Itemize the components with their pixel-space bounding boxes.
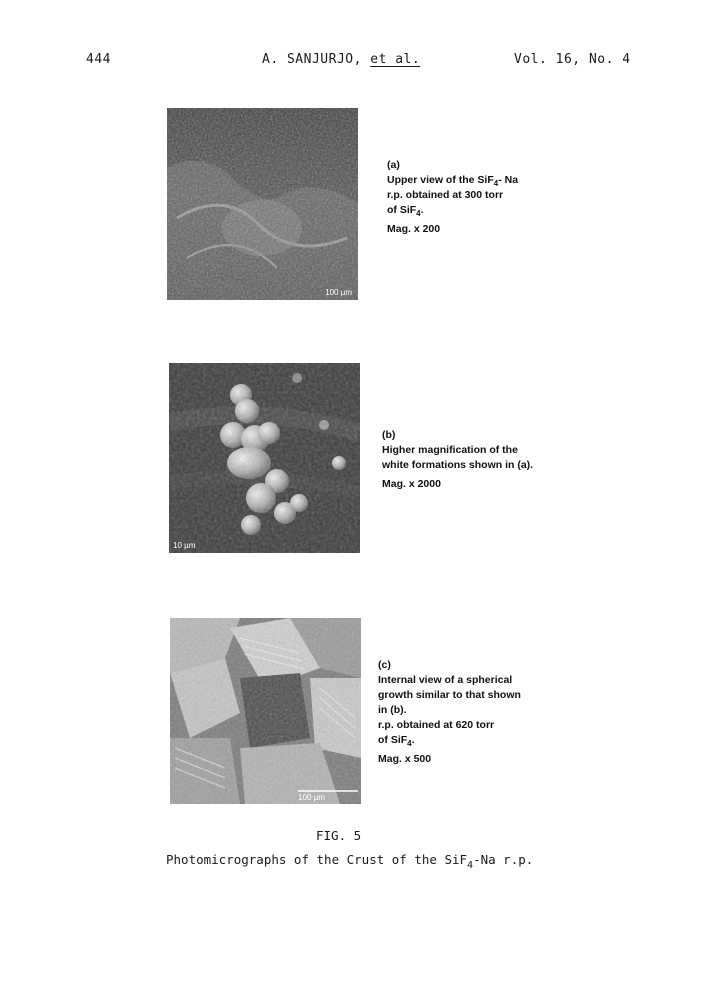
authors-etal: et al. [370, 52, 421, 67]
caption-a-line3: of SiF$_4$. [387, 204, 424, 218]
authors-main: A. SANJURJO, [262, 52, 362, 67]
caption-c [378, 658, 521, 767]
caption-c-tag: (c) [378, 659, 391, 671]
micrograph-c [170, 618, 361, 804]
caption-c-line5: of SiF$_4$. [378, 734, 415, 748]
page-number: 444 [86, 52, 111, 67]
caption-c-line4: r.p. obtained at 620 torr [378, 719, 495, 731]
scale-bar-a: 100 µm [325, 288, 352, 297]
caption-c-line1: Internal view of a spherical [378, 674, 513, 686]
caption-a [387, 158, 518, 237]
caption-b-tag: (b) [382, 429, 396, 441]
caption-b-mag: Mag. x 2000 [382, 478, 441, 490]
caption-a-mag: Mag. x 200 [387, 223, 441, 235]
journal-volume: Vol. 16, No. 4 [514, 52, 631, 67]
running-authors [262, 52, 420, 67]
micrograph-b [169, 363, 360, 553]
caption-c-line2: growth similar to that shown [378, 689, 521, 701]
caption-b-line1: Higher magnification of the [382, 444, 518, 456]
caption-b-line2: white formations shown in (a). [382, 459, 534, 471]
caption-c-mag: Mag. x 500 [378, 753, 432, 765]
caption-a-line2: r.p. obtained at 300 torr [387, 189, 504, 201]
scale-bar-c: 100 µm [298, 793, 325, 802]
caption-b [382, 428, 533, 492]
caption-c-line3: in (b). [378, 704, 407, 716]
micrograph-a [167, 108, 358, 300]
caption-a-tag: (a) [387, 159, 400, 171]
scale-bar-b: 10 µm [173, 541, 196, 550]
figure-label: FIG. 5 [316, 828, 362, 843]
caption-a-line1: Upper view of the SiF$_4$- Na [387, 174, 519, 188]
figure-caption: Photomicrographs of the Crust of the SiF$_4$-Na r.p. [166, 852, 534, 871]
